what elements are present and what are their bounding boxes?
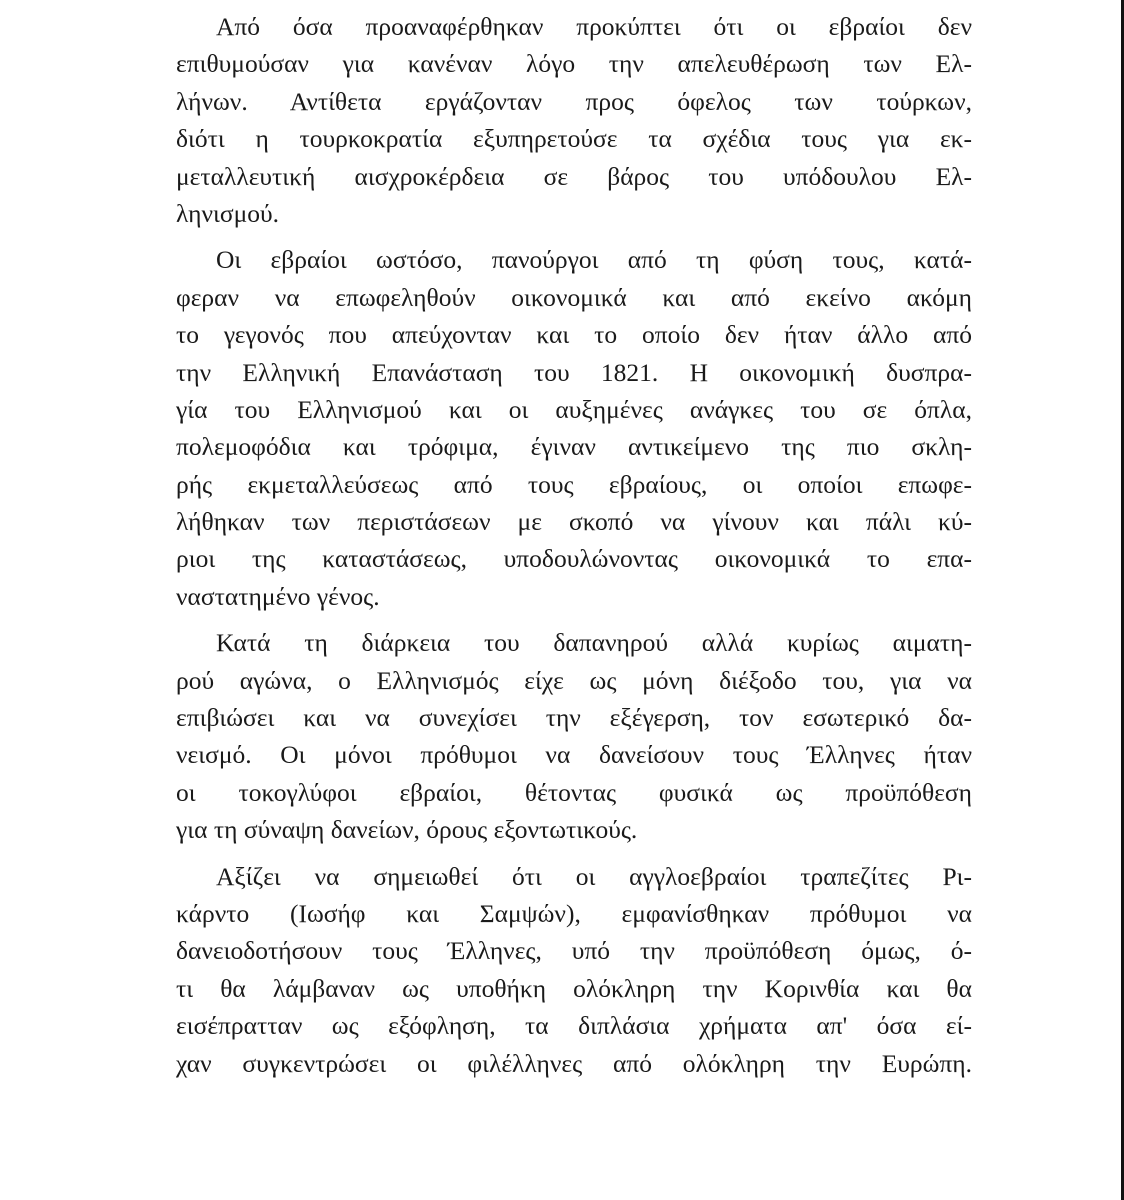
text-line: ρού αγώνα, ο Ελληνισμός είχε ως μόνη διέξοδο του, για να: [176, 665, 972, 695]
text-line: γία του Ελληνισμού και οι αυξημένες ανάγκες του σε όπλα,: [176, 394, 972, 424]
text-line: διότι η τουρκοκρατία εξυπηρετούσε τα σχέδια τους για εκ-: [176, 124, 972, 154]
paragraph-4: [176, 858, 972, 1082]
text-line: Αξίζει να σημειωθεί ότι οι αγγλοεβραίοι τραπεζίτες Ρι-: [216, 861, 972, 891]
text-line: λήθηκαν των περιστάσεων με σκοπό να γίνουν και πάλι κύ-: [176, 507, 972, 537]
text-line: μεταλλευτική αισχροκέρδεια σε βάρος του υπόδουλου Ελ-: [176, 161, 972, 191]
paragraph-3: [176, 624, 972, 848]
text-line: ναστατημένο γένος.: [176, 581, 380, 611]
text-line: ληνισμού.: [176, 198, 280, 228]
text-line: φεραν να επωφεληθούν οικονομικά και από εκείνο ακόμη: [176, 282, 972, 312]
text-line: οι τοκογλύφοι εβραίοι, θέτοντας φυσικά ως προϋπόθεση: [176, 777, 972, 807]
text-line: δανειοδοτήσουν τους Έλληνες, υπό την προϋπόθεση όμως, ό-: [176, 936, 972, 966]
text-line: το γεγονός που απεύχονταν και το οποίο δεν ήταν άλλο από: [176, 320, 972, 350]
text-line: Κατά τη διάρκεια του δαπανηρού αλλά κυρίως αιματη-: [216, 628, 972, 658]
text-line: χαν συγκεντρώσει οι φιλέλληνες από ολόκληρη την Ευρώπη.: [176, 1048, 972, 1078]
text-line: εισέπρατταν ως εξόφληση, τα διπλάσια χρήματα απ' όσα εί-: [176, 1011, 972, 1041]
text-line: κάρντο (Ιωσήφ και Σαμψών), εμφανίσθηκαν πρόθυμοι να: [176, 898, 972, 928]
text-line: τι θα λάμβαναν ως υποθήκη ολόκληρη την Κορινθία και θα: [176, 973, 972, 1003]
text-line: ριοι της καταστάσεως, υποδουλώνοντας οικονομικά το επα-: [176, 544, 972, 574]
body-text: [176, 8, 972, 1091]
text-line: νεισμό. Οι μόνοι πρόθυμοι να δανείσουν τους Έλληνες ήταν: [176, 740, 972, 770]
text-line: πολεμοφόδια και τρόφιμα, έγιναν αντικείμενο της πιο σκλη-: [176, 432, 972, 462]
text-line: λήνων. Αντίθετα εργάζονταν προς όφελος των τούρκων,: [176, 86, 972, 116]
text-line: για τη σύναψη δανείων, όρους εξοντωτικούς.: [176, 815, 638, 845]
text-line: ρής εκμεταλλεύσεως από τους εβραίους, οι οποίοι επωφε-: [176, 469, 972, 499]
text-line: επιβιώσει και να συνεχίσει την εξέγερση, τον εσωτερικό δα-: [176, 703, 972, 733]
text-line: επιθυμούσαν για κανέναν λόγο την απελευθέρωση των Ελ-: [176, 49, 972, 79]
paragraph-1: [176, 8, 972, 232]
text-line: Από όσα προαναφέρθηκαν προκύπτει ότι οι εβραίοι δεν: [216, 12, 972, 41]
paragraph-2: [176, 241, 972, 615]
text-line: την Ελληνική Επανάσταση του 1821. Η οικονομική δυσπρα-: [176, 357, 972, 387]
text-line: Οι εβραίοι ωστόσο, πανούργοι από τη φύση τους, κατά-: [216, 245, 972, 275]
